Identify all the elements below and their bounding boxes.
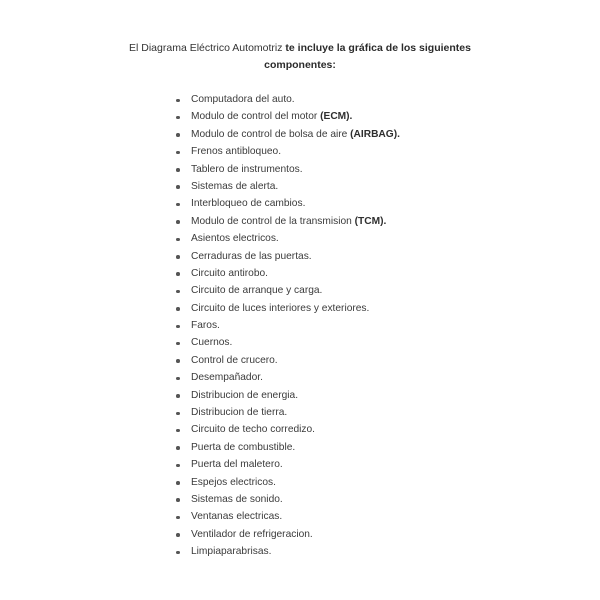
list-item-text: Ventilador de refrigeracion.	[191, 528, 313, 540]
bullet-icon	[176, 220, 180, 224]
intro-normal-text: El Diagrama Eléctrico Automotriz	[129, 42, 286, 54]
list-item	[176, 91, 400, 108]
list-item-text: Interbloqueo de cambios.	[191, 198, 306, 210]
bullet-icon	[176, 481, 180, 485]
list-item	[176, 195, 400, 212]
bullet-icon	[176, 185, 180, 189]
bullet-icon	[176, 255, 180, 259]
list-item-text: Limpiaparabrisas.	[191, 546, 272, 558]
bullet-icon	[176, 464, 180, 468]
list-item	[176, 491, 400, 508]
list-item	[176, 126, 400, 143]
list-item-text: Desempañador.	[191, 372, 263, 384]
list-item-text: Sistemas de sonido.	[191, 493, 283, 505]
list-item	[176, 161, 400, 178]
bullet-icon	[176, 359, 180, 363]
list-item	[176, 282, 400, 299]
list-item-text: Faros.	[191, 320, 220, 332]
bullet-icon	[176, 377, 180, 381]
list-item	[176, 526, 400, 543]
list-item	[176, 421, 400, 438]
list-item-text: Computadora del auto.	[191, 94, 295, 105]
list-item	[176, 248, 400, 265]
bullet-icon	[176, 498, 180, 502]
list-item-text: Distribucion de energia.	[191, 389, 299, 401]
list-item-text: Espejos electricos.	[191, 476, 276, 488]
list-item	[176, 334, 400, 351]
list-item	[176, 178, 400, 195]
list-item	[176, 352, 400, 369]
intro-bold-text-line1: te incluye la gráfica de los siguientes	[285, 42, 471, 54]
bullet-icon	[176, 151, 180, 155]
bullet-icon	[176, 533, 180, 537]
list-item	[176, 439, 400, 456]
list-item	[176, 230, 400, 247]
bullet-icon	[176, 394, 180, 398]
list-item-text: Cuernos.	[191, 337, 233, 349]
bullet-icon	[176, 307, 180, 311]
bullet-icon	[176, 133, 180, 137]
list-item	[176, 108, 400, 125]
list-item-text: Circuito de luces interiores y exteriores.	[191, 302, 370, 314]
bullet-icon	[176, 342, 180, 346]
list-item	[176, 404, 400, 421]
bullet-icon	[176, 272, 180, 276]
bullet-icon	[176, 203, 180, 207]
list-item-text: Puerta del maletero.	[191, 459, 283, 471]
list-item-text: Circuito antirobo.	[191, 267, 269, 279]
list-item-text: Puerta de combustible.	[191, 441, 296, 453]
list-item	[176, 508, 400, 525]
list-item	[176, 474, 400, 491]
bullet-icon	[176, 446, 180, 450]
list-item-bold-abbrev: (TCM).	[354, 215, 387, 227]
list-item	[176, 300, 400, 317]
list-item-text: Sistemas de alerta.	[191, 180, 279, 192]
list-item-text: Modulo de control de la transmision	[191, 215, 355, 227]
bullet-icon	[176, 325, 180, 329]
list-item	[176, 317, 400, 334]
bullet-icon	[176, 412, 180, 416]
list-item-text: Control de crucero.	[191, 354, 278, 366]
list-item	[176, 213, 400, 230]
bullet-icon	[176, 516, 180, 520]
bullet-icon	[176, 551, 180, 555]
intro-bold-text-line2: componentes:	[264, 59, 336, 71]
list-item-text: Modulo de control de bolsa de aire	[191, 128, 351, 140]
list-item	[176, 387, 400, 404]
list-item-text: Asientos electricos.	[191, 233, 279, 245]
list-item-text: Cerraduras de las puertas.	[191, 250, 312, 262]
list-item-text: Circuito de arranque y carga.	[191, 285, 323, 297]
bullet-icon	[176, 99, 180, 103]
list-item-text: Distribucion de tierra.	[191, 407, 288, 419]
list-item-text: Tablero de instrumentos.	[191, 163, 303, 175]
bullet-icon	[176, 238, 180, 242]
list-item	[176, 369, 400, 386]
list-item-text: Modulo de control del motor	[191, 111, 321, 123]
list-item	[176, 456, 400, 473]
bullet-icon	[176, 168, 180, 172]
bullet-icon	[176, 116, 180, 120]
list-item-text: Circuito de techo corredizo.	[191, 424, 316, 436]
list-item-text: Ventanas electricas.	[191, 511, 283, 523]
list-item	[176, 143, 400, 160]
list-item-bold-abbrev: (ECM).	[320, 111, 353, 123]
intro-paragraph	[110, 40, 490, 74]
list-item	[176, 543, 400, 560]
bullet-icon	[176, 429, 180, 433]
list-item-bold-abbrev: (AIRBAG).	[350, 128, 400, 140]
list-item-text: Frenos antibloqueo.	[191, 146, 282, 158]
components-list	[176, 91, 400, 561]
list-item	[176, 265, 400, 282]
bullet-icon	[176, 290, 180, 294]
